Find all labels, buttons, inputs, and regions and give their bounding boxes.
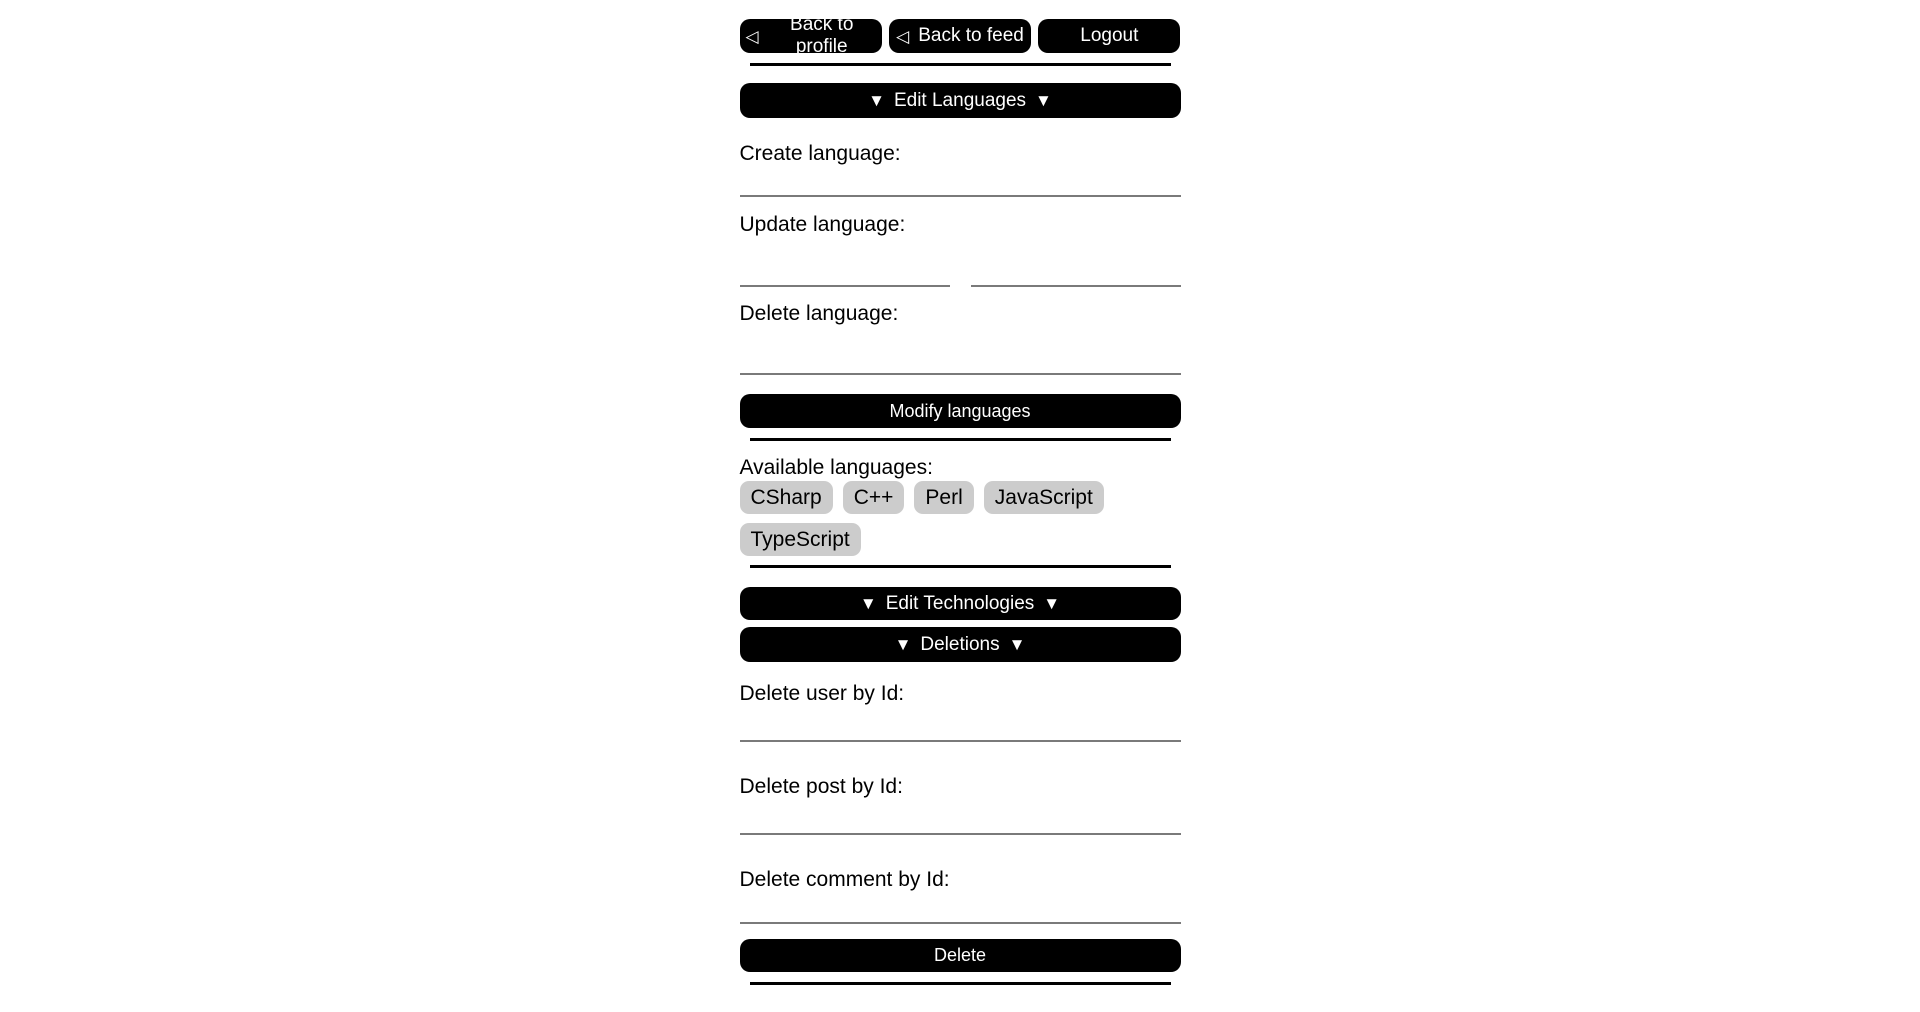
divider [750,438,1171,441]
delete-language-label: Delete language: [739,302,899,325]
edit-languages-label: Edit Languages [893,89,1027,111]
chevron-down-icon: ▼ [868,91,885,110]
update-language-new-input[interactable] [971,237,1181,287]
back-to-profile-button[interactable] [740,14,882,57]
update-language-old-input[interactable] [740,237,950,287]
delete-language-input[interactable] [740,326,1181,375]
back-to-feed-button[interactable] [889,19,1031,53]
delete-comment-by-id-label: Delete comment by Id: [739,868,950,891]
back-to-profile-label: Back to profile [790,14,854,57]
modify-languages-button[interactable] [740,394,1181,428]
delete-user-by-id-label: Delete user by Id: [739,682,905,705]
divider [750,565,1171,568]
logout-label: Logout [1080,25,1139,46]
create-language-input[interactable] [740,166,1181,197]
language-tag: C++ [843,481,905,514]
divider [750,63,1171,66]
admin-panel [740,0,1181,985]
available-languages-list [740,481,1181,556]
back-triangle-icon: ◁ [896,26,910,46]
chevron-down-icon: ▼ [859,594,877,613]
delete-button[interactable] [740,939,1181,972]
delete-comment-by-id-input[interactable] [740,892,1181,924]
language-tag: JavaScript [984,481,1104,514]
language-tag: TypeScript [740,523,861,556]
chevron-down-icon: ▼ [1043,594,1061,613]
modify-languages-label: Modify languages [889,400,1031,421]
deletions-toggle[interactable] [740,627,1181,662]
top-navigation-bar [740,14,1181,57]
deletions-label: Deletions [920,633,1000,655]
create-language-label: Create language: [739,142,901,165]
divider [750,982,1171,985]
delete-post-by-id-input[interactable] [740,799,1181,835]
chevron-down-icon: ▼ [1035,91,1052,110]
language-tag: CSharp [740,481,833,514]
back-to-feed-label: Back to feed [918,25,1024,46]
logout-button[interactable] [1038,19,1180,53]
chevron-down-icon: ▼ [1008,635,1026,654]
edit-technologies-label: Edit Technologies [885,592,1035,614]
edit-technologies-toggle[interactable] [740,587,1181,620]
language-tag: Perl [914,481,973,514]
chevron-down-icon: ▼ [894,635,912,654]
available-languages-label: Available languages: [739,456,933,479]
delete-label: Delete [933,945,987,965]
delete-user-by-id-input[interactable] [740,706,1181,742]
update-language-inputs-row [740,237,1181,287]
edit-languages-toggle[interactable] [740,83,1181,118]
back-triangle-icon: ◁ [745,26,759,46]
delete-post-by-id-label: Delete post by Id: [739,775,903,798]
update-language-label: Update language: [739,213,906,236]
